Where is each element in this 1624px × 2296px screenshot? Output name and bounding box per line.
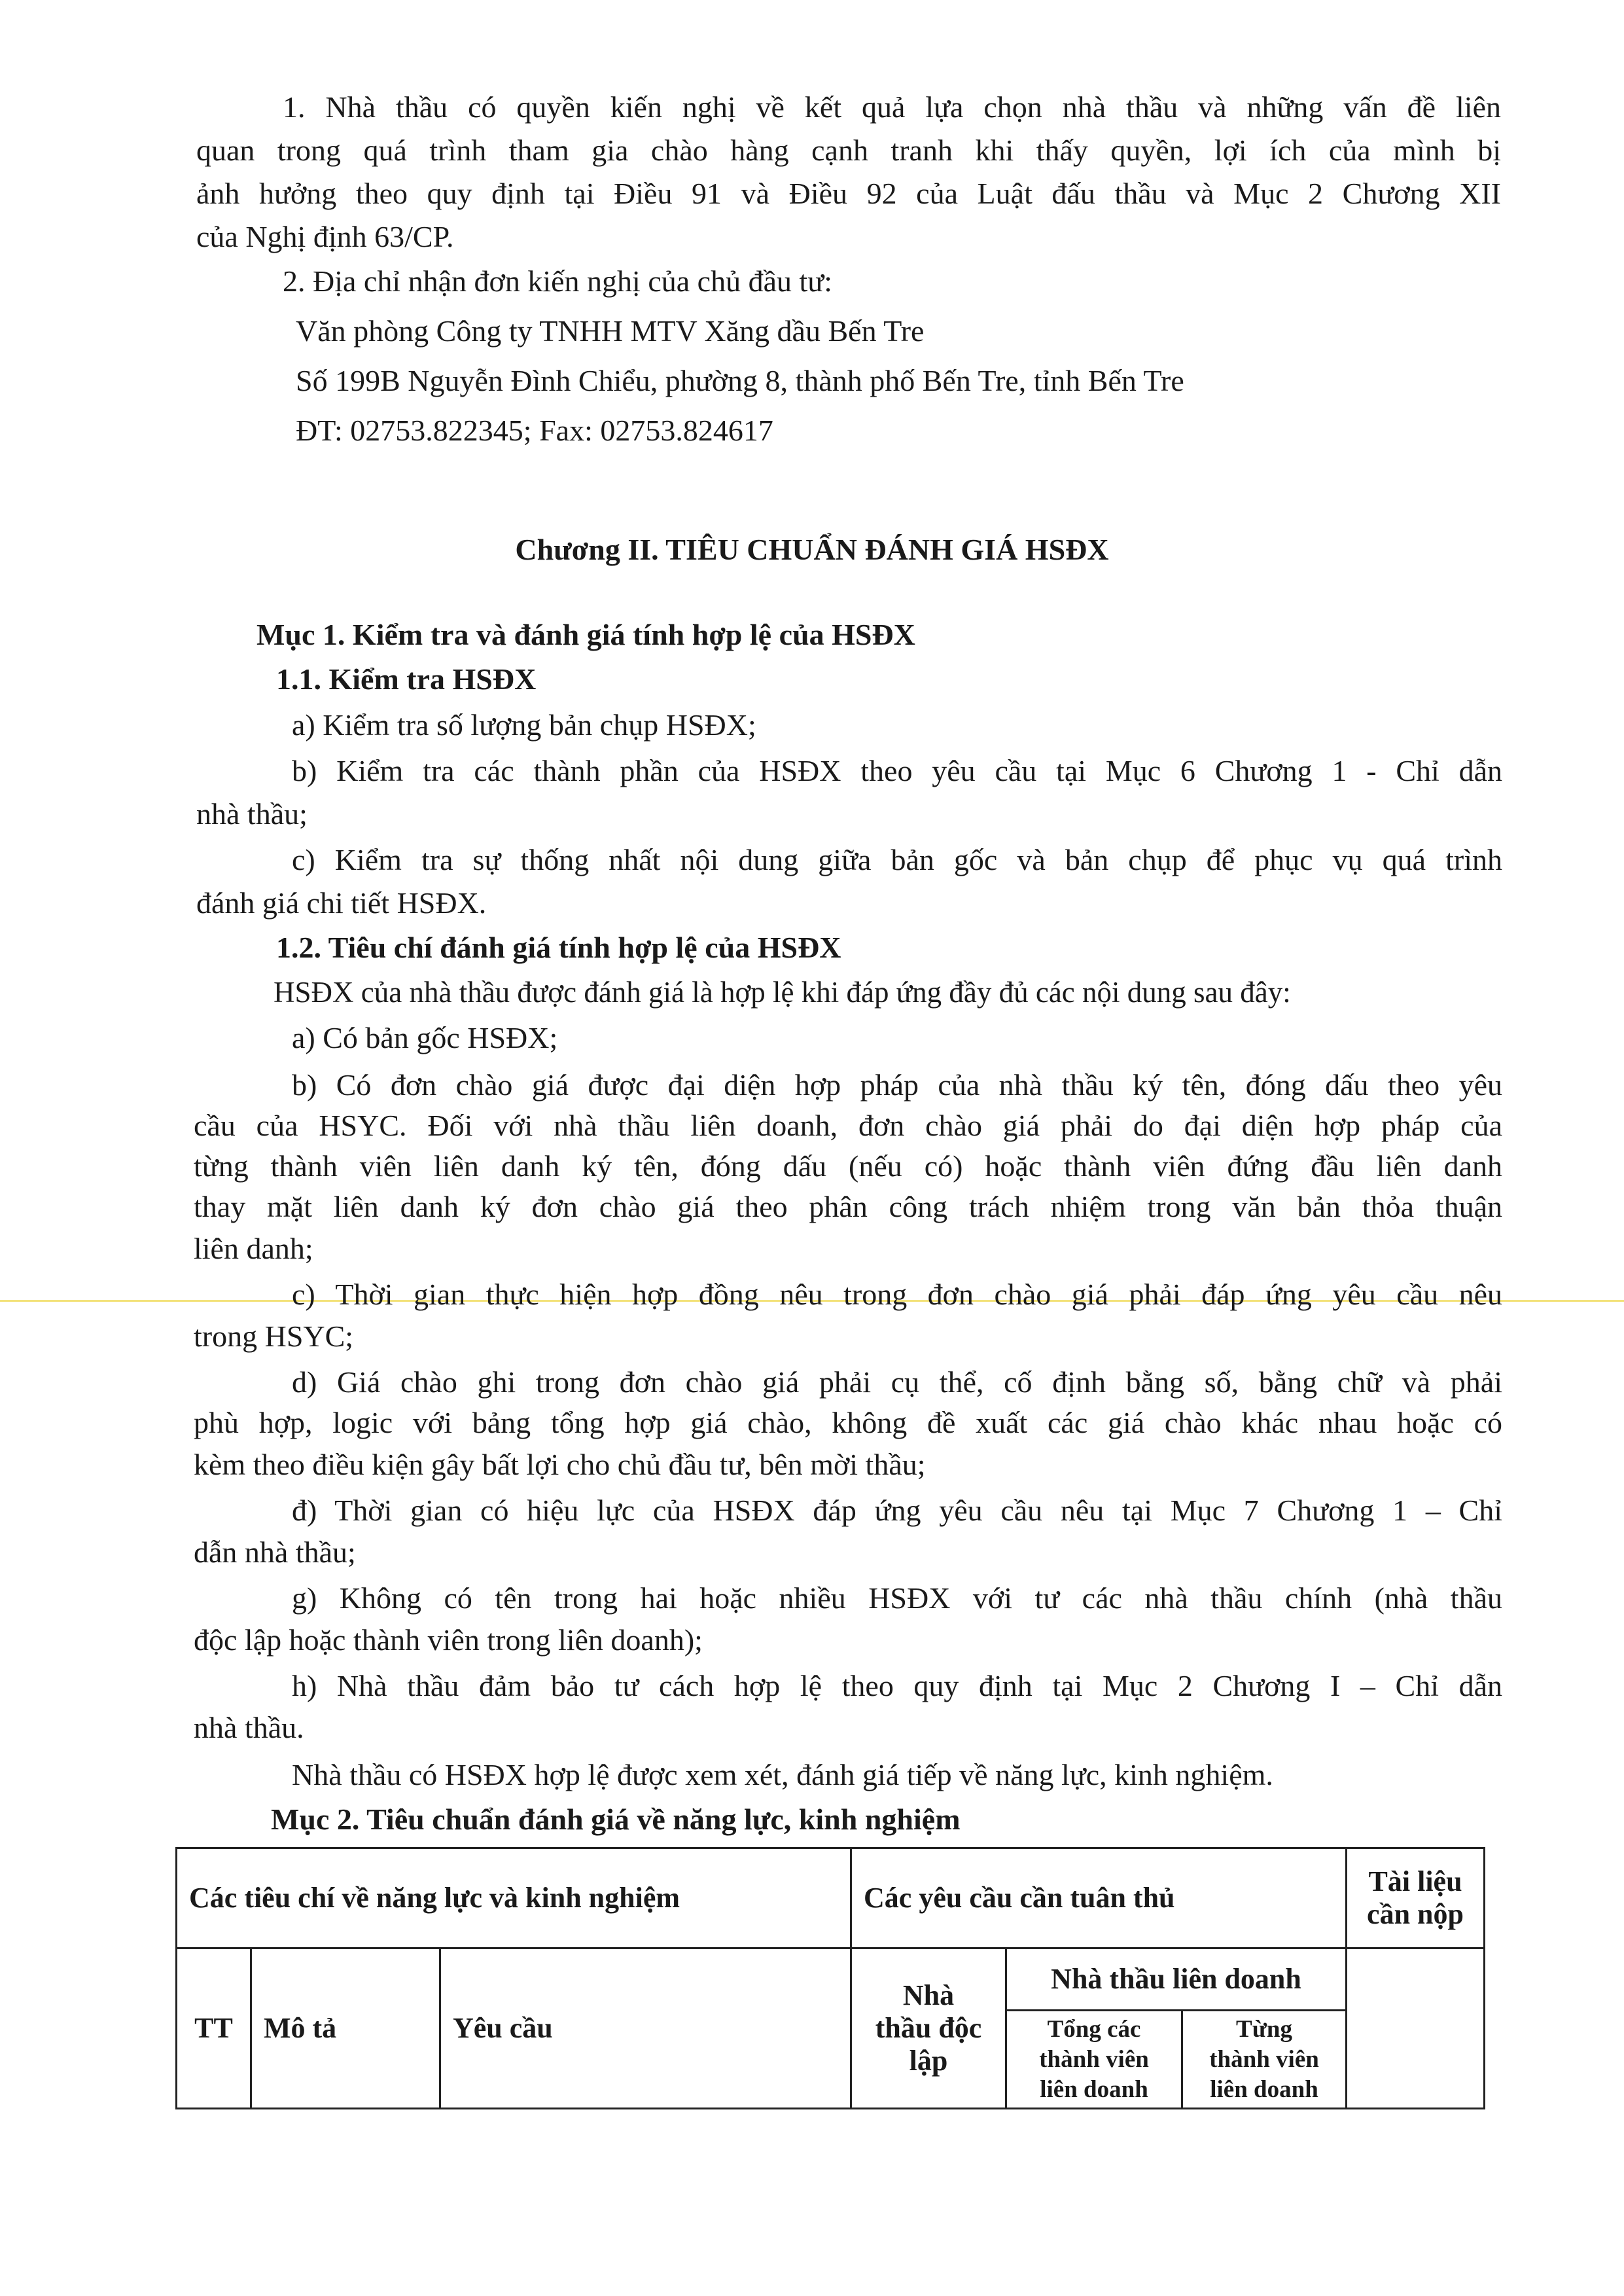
jv-total-line-2: thành viên (1039, 2045, 1149, 2073)
jv-each-line-1: Từng (1236, 2015, 1293, 2043)
validity-dd-line-2: dẫn nhà thầu; (194, 1535, 356, 1569)
check-b-line-1: b) Kiểm tra các thành phần của HSĐX theo yêu cầu tại Mục 6 Chương 1 - Chỉ dẫn (292, 754, 1502, 787)
validity-b-line-2: cầu của HSYC. Đối với nhà thầu liên doanh, đơn chào giá phải do đại diện hợp pháp của (194, 1109, 1502, 1142)
validity-h-line-1: h) Nhà thầu đảm bảo tư cách hợp lệ theo quy định tại Mục 2 Chương I – Chỉ dẫn (292, 1669, 1502, 1702)
chapter-title: Chương II. TIÊU CHUẨN ĐÁNH GIÁ HSĐX (515, 533, 1109, 566)
independent-line-3: lập (909, 2045, 948, 2077)
validity-intro: HSĐX của nhà thầu được đánh giá là hợp lệ khi đáp ứng đầy đủ các nội dung sau đây: (274, 976, 1291, 1009)
validity-dd-line-1: đ) Thời gian có hiệu lực của HSĐX đáp ứng yêu cầu nêu tại Mục 7 Chương 1 – Chỉ (292, 1494, 1502, 1527)
independent-line-2: thầu độc (875, 2012, 982, 2044)
paragraph-1-line-1: 1. Nhà thầu có quyền kiến nghị về kết quả lựa chọn nhà thầu và những vấn đề liên (283, 90, 1501, 124)
subsection-1-1-title: 1.1. Kiểm tra HSĐX (276, 662, 537, 696)
header-joint-venture: Nhà thầu liên doanh (1006, 1948, 1347, 2011)
paragraph-1-line-2: quan trong quá trình tham gia chào hàng cạnh tranh khi thấy quyền, lợi ích của mình bị (196, 134, 1501, 167)
validity-c-line-2: trong HSYC; (194, 1319, 354, 1353)
address-street: Số 199B Nguyễn Đình Chiểu, phường 8, thành phố Bến Tre, tỉnh Bến Tre (296, 364, 1184, 397)
validity-b-line-4: thay mặt liên danh ký đơn chào giá theo phân công trách nhiệm trong văn bản thỏa thuận (194, 1190, 1502, 1223)
paragraph-2: 2. Địa chỉ nhận đơn kiến nghị của chủ đầu tư: (283, 264, 832, 298)
validity-b-line-1: b) Có đơn chào giá được đại diện hợp pháp của nhà thầu ký tên, đóng dấu theo yêu (292, 1068, 1502, 1102)
paragraph-1-line-3: ảnh hưởng theo quy định tại Điều 91 và Điều 92 của Luật đấu thầu và Mục 2 Chương XII (196, 177, 1501, 210)
validity-b-line-3: từng thành viên liên danh ký tên, đóng dấu (nếu có) hoặc thành viên đứng đầu liên danh (194, 1149, 1502, 1183)
check-c-line-1: c) Kiểm tra sự thống nhất nội dung giữa bản gốc và bản chụp để phục vụ quá trình (292, 843, 1502, 876)
jv-each-line-2: thành viên (1209, 2045, 1319, 2073)
header-requirement: Yêu cầu (440, 1948, 851, 2109)
documents-empty-cell (1347, 1948, 1485, 2109)
validity-d-line-1: d) Giá chào ghi trong đơn chào giá phải cụ thể, cố định bằng số, bằng chữ và phải (292, 1365, 1502, 1399)
validity-closing: Nhà thầu có HSĐX hợp lệ được xem xét, đánh giá tiếp về năng lực, kinh nghiệm. (292, 1758, 1273, 1791)
validity-d-line-3: kèm theo điều kiện gây bất lợi cho chủ đầu tư, bên mời thầu; (194, 1448, 926, 1481)
subsection-1-2-title: 1.2. Tiêu chí đánh giá tính hợp lệ của HSĐX (276, 931, 841, 964)
check-b-line-2: nhà thầu; (196, 797, 308, 831)
header-description: Mô tả (251, 1948, 440, 2109)
validity-b-line-5: liên danh; (194, 1232, 313, 1265)
header-tt: TT (177, 1948, 251, 2109)
validity-d-line-2: phù hợp, logic với bảng tổng hợp giá chào, không đề xuất các giá chào khác nhau hoặc có (194, 1406, 1502, 1439)
address-phone-fax: ĐT: 02753.822345; Fax: 02753.824617 (296, 414, 773, 447)
paragraph-1-line-4: của Nghị định 63/CP. (196, 220, 454, 253)
header-documents-line-1: Tài liệu (1368, 1865, 1462, 1897)
header-jv-each (1182, 2011, 1347, 2109)
check-a: a) Kiểm tra số lượng bản chụp HSĐX; (292, 708, 756, 742)
header-independent-contractor (851, 1948, 1006, 2109)
validity-g-line-1: g) Không có tên trong hai hoặc nhiều HSĐX với tư các nhà thầu chính (nhà thầu (292, 1581, 1502, 1615)
header-documents (1347, 1848, 1485, 1948)
section-2-title: Mục 2. Tiêu chuẩn đánh giá về năng lực, kinh nghiệm (271, 1803, 961, 1836)
jv-total-line-1: Tổng các (1047, 2015, 1141, 2043)
jv-each-line-3: liên doanh (1210, 2075, 1318, 2103)
jv-total-line-3: liên doanh (1040, 2075, 1148, 2103)
independent-line-1: Nhà (902, 1979, 955, 2011)
header-requirements: Các yêu cầu cần tuân thủ (851, 1848, 1347, 1948)
validity-a: a) Có bản gốc HSĐX; (292, 1021, 558, 1054)
criteria-table (175, 1847, 1485, 2109)
header-criteria: Các tiêu chí về năng lực và kinh nghiệm (177, 1848, 851, 1948)
validity-c-line-1: c) Thời gian thực hiện hợp đồng nêu trong đơn chào giá phải đáp ứng yêu cầu nêu (292, 1278, 1502, 1311)
header-jv-total (1006, 2011, 1182, 2109)
header-documents-line-2: cần nộp (1367, 1898, 1464, 1930)
address-office: Văn phòng Công ty TNHH MTV Xăng dầu Bến Tre (296, 314, 925, 348)
section-1-title: Mục 1. Kiểm tra và đánh giá tính hợp lệ của HSĐX (256, 618, 915, 651)
check-c-line-2: đánh giá chi tiết HSĐX. (196, 886, 487, 920)
validity-h-line-2: nhà thầu. (194, 1711, 304, 1744)
validity-g-line-2: độc lập hoặc thành viên trong liên doanh); (194, 1623, 703, 1657)
